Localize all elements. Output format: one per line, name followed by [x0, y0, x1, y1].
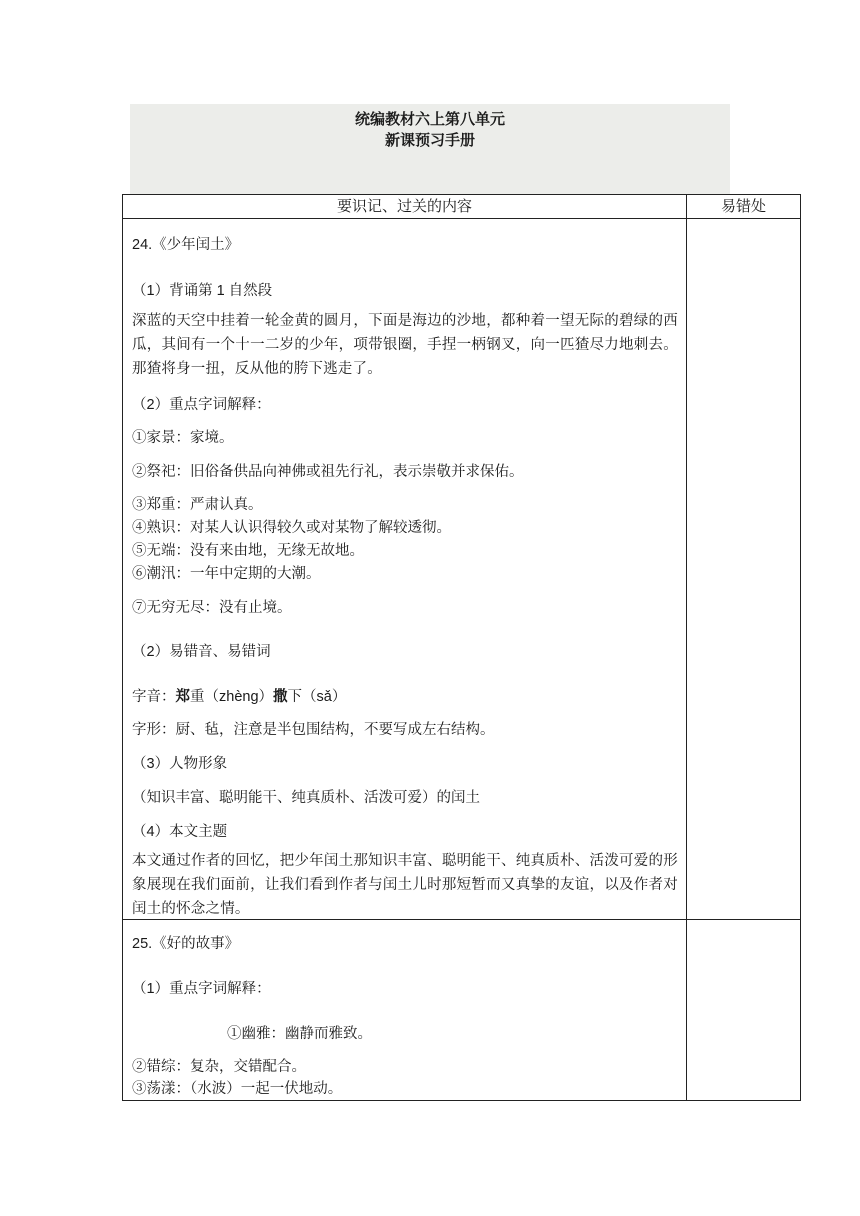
character-description: （知识丰富、聪明能干、纯真质朴、活泼可爱）的闰土 — [132, 790, 480, 806]
header-band — [130, 104, 730, 194]
document-subtitle: 新课预习手册 — [384, 131, 475, 149]
vocab-item: ⑥潮汛：一年中定期的大潮。 — [132, 566, 321, 582]
vocab-item: ①幽雅：幽静而雅致。 — [227, 1026, 372, 1042]
table-header-row — [123, 195, 801, 219]
lesson-24-passage: 深蓝的天空中挂着一轮金黄的圆月，下面是海边的沙地，都种着一望无际的碧绿的西瓜，其间有一个十一二岁的少年，项带银圈，手捏一柄钢叉，向一匹猹尽力地刺去。那猹将身一扭，反从他的胯下逃走了。 — [132, 313, 678, 377]
lesson-25-title: 25.《好的故事》 — [132, 936, 240, 952]
theme-text: 本文通过作者的回忆，把少年闰土那知识丰富、聪明能干、纯真质朴、活泼可爱的形象展现在我们面前，让我们看到作者与闰土儿时那短暂而又真挚的友谊，以及作者对闰土的怀念之情。 — [132, 853, 678, 917]
lesson-24-content — [123, 219, 686, 919]
pronunciation-label: 字音： — [132, 689, 176, 705]
lesson-24-title: 24.《少年闰土》 — [132, 237, 240, 253]
column-header-errors: 易错处 — [687, 195, 801, 219]
vocab-item: ⑤无端：没有来由地，无缘无故地。 — [132, 543, 364, 559]
lesson-25-section-vocab: （1）重点字词解释： — [132, 981, 271, 997]
content-table — [122, 194, 801, 1101]
vocab-item: ⑦无穷无尽：没有止境。 — [132, 600, 292, 616]
document-title: 统编教材六上第八单元 — [354, 110, 505, 128]
lesson-24-row — [123, 219, 801, 920]
pronunciation-text: 重（zhèng） — [190, 689, 274, 705]
lesson-25-row — [123, 920, 801, 1101]
lesson-24-section-character: （3）人物形象 — [132, 756, 228, 772]
lesson-25-errors-cell — [687, 920, 801, 1101]
vocab-item: ②祭祀：旧俗备供品向神佛或祖先行礼，表示崇敬并求保佑。 — [132, 464, 524, 480]
lesson-24-section-errors: （2）易错音、易错词 — [132, 644, 271, 660]
pronunciation-text: 下（sǎ） — [287, 689, 347, 705]
character-shape-note: 字形：厨、毡，注意是半包围结构，不要写成左右结构。 — [132, 722, 495, 738]
vocab-item: ③荡漾：（水波）一起一伏地动。 — [132, 1081, 343, 1097]
pronunciation-char: 郑 — [175, 689, 190, 705]
lesson-25-content — [123, 920, 686, 1100]
pronunciation-line — [132, 685, 346, 706]
column-header-content: 要识记、过关的内容 — [123, 195, 687, 219]
vocab-item: ③郑重：严肃认真。 — [132, 497, 263, 513]
lesson-24-errors-cell — [687, 219, 801, 920]
lesson-24-section-vocab: （2）重点字词解释： — [132, 397, 271, 413]
pronunciation-char: 撒 — [273, 689, 288, 705]
vocab-item: ①家景：家境。 — [132, 430, 234, 446]
vocab-item: ②错综：复杂，交错配合。 — [132, 1059, 306, 1075]
lesson-24-section-theme: （4）本文主题 — [132, 824, 228, 840]
vocab-item: ④熟识：对某人认识得较久或对某物了解较透彻。 — [132, 520, 451, 536]
lesson-24-section-recite: （1）背诵第 1 自然段 — [132, 283, 273, 299]
